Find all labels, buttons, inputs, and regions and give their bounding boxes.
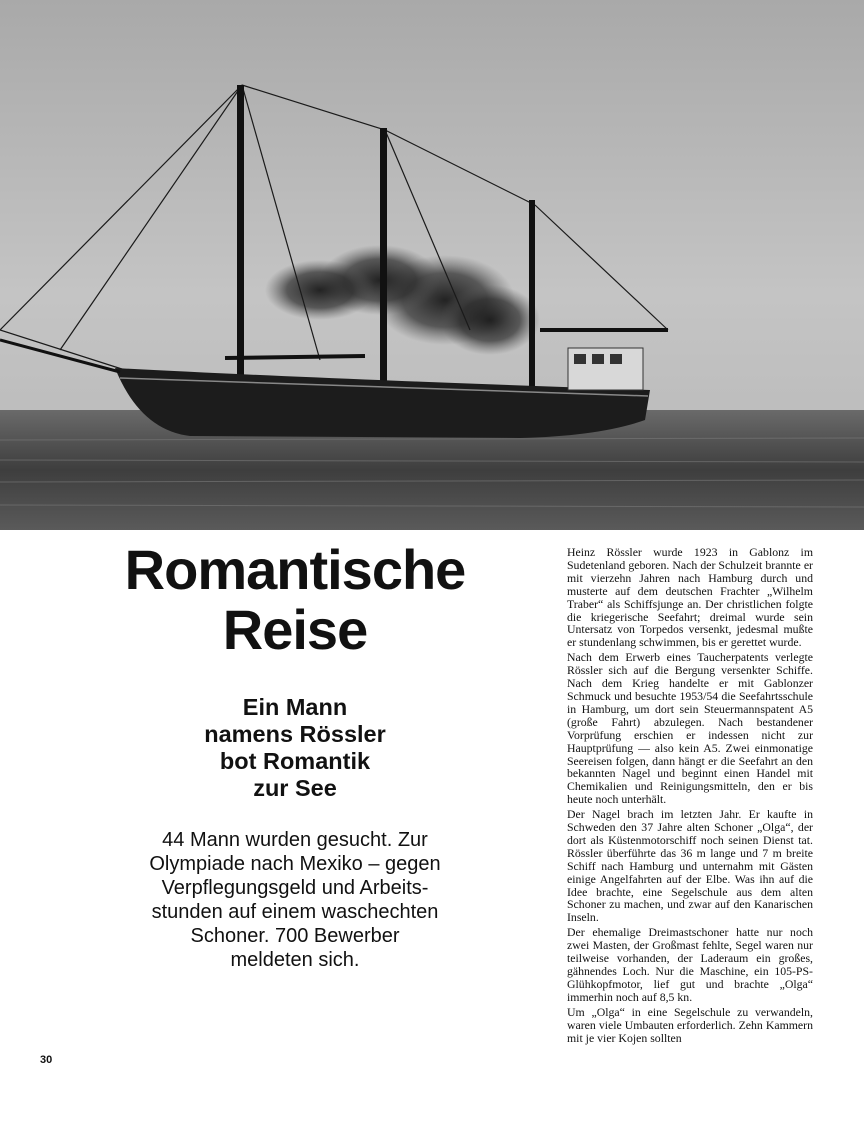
body-paragraph: Der Nagel brach im letzten Jahr. Er kaufte in Schweden den 37 Jahre alten Schoner „Olga“, der dort als Küstenmotorschiff noch seinen Dienst tat. Rössler überführte das 36 m lange und 7 m breite Schiff nach Hamburg und unternahm mit Gästen einige Angelfahrten auf der Elbe. Was ihn auf die Idee brachte, eine Segelschule aus dem alten Schoner zu machen, und zwar auf den Kanarischen Inseln. [567,807,813,925]
ship-illustration [0,0,864,530]
body-paragraph: Um „Olga“ in eine Segelschule zu verwandeln, waren viele Umbauten erforderlich. Zehn Kammern mit je vier Kojen sollten [567,1004,813,1045]
subhead-line: zur See [253,775,337,801]
subhead-line: Ein Mann [242,694,348,720]
headline-line: Reise [222,598,368,661]
page-number: 30 [40,1054,53,1066]
subhead-line: namens Rössler [204,721,386,747]
lead-line: stunden auf einem waschechten [151,901,439,923]
subheadline [150,694,440,802]
lead-line: Verpflegungsgeld und Arbeits- [161,877,429,899]
lead-paragraph [100,828,490,972]
headline-line: Romantische [124,538,466,601]
body-paragraph: Nach dem Erwerb eines Taucherpatents verlegte Rössler sich auf die Bergung versenkter Schiffe. Nach dem Krieg handelte er mit Gablonzer Schmuck und besuchte 1953/54 die Seefahrtsschule in Hamburg, um dort sein Steuermannspatent A5 (große Fahrt) abzulegen. Nach bestandener Vorprüfung erschien er indessen nicht zur Hauptprüfung — also kein A5. Zwei einmonatige Seereisen folgen, dann hängt er die Seefahrt an den bekannten Nagel und beginnt einen Handel mit Chemikalien und Reinigungsmitteln, den er bis heute noch unterhält. [567,650,813,807]
schooner-photo [0,0,864,530]
lead-line: Schoner. 700 Bewerber [190,925,400,947]
lead-line: 44 Mann wurden gesucht. Zur [162,829,428,851]
lead-line: Olympiade nach Mexiko – gegen [149,853,441,875]
headline [60,540,530,660]
lead-line: meldeten sich. [230,949,360,971]
sky [0,0,864,420]
body-paragraph: Heinz Rössler wurde 1923 in Gablonz im Sudetenland geboren. Nach der Schulzeit brannte er mit vierzehn Jahren nach Hamburg durch und musterte auf dem deutschen Frachter „Wilhelm Traber“ als Schiffsjunge an. Der christlichen folgte die kriegerische Seefahrt; dreimal wurde sein Untersatz von Torpedos versenkt, jedesmal mußte er stundenlang schwimmen, bis er gerettet wurde. [567,545,813,650]
subhead-line: bot Romantik [219,748,371,774]
body-paragraph: Der ehemalige Dreimastschoner hatte nur noch zwei Masten, der Großmast fehlte, Segel waren nur teilweise vorhanden, der Laderaum ein großes, gähnendes Loch. Nur die Maschine, ein 105-PS-Glühkopfmotor, lief gut und brachte „Olga“ immerhin noch auf 8,5 kn. [567,925,813,1004]
article-body-column [567,546,813,1046]
